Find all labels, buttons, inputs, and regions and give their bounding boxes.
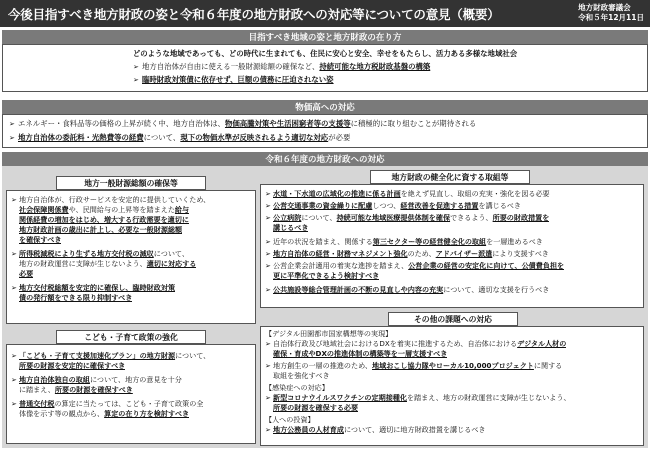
left-bottom-heading: こども・子育て政策の強化 <box>56 330 206 344</box>
right-bottom-heading: その他の課題への対応 <box>388 312 518 326</box>
section2-bullet1: ➢ エネルギー・食料品等の価格の上昇が続く中、地方自治体は、物価高騰対策や生活困窮者等の支援等に積極的に取り組むことが期待される <box>9 119 477 128</box>
section1-panel <box>2 44 648 92</box>
rt-line-4: 講じるべき <box>273 223 309 232</box>
section3-heading: 令和６年度の地方財政への対応 <box>2 152 648 166</box>
rb-group-3: 【人への投資】 <box>265 415 315 424</box>
arrow-bullet-icon: ➢ <box>265 340 271 348</box>
arrow-bullet-icon: ➢ <box>265 202 271 210</box>
arrow-bullet-icon: ➢ <box>265 362 271 370</box>
rb-line-6: 所要の財源を確保する必要 <box>273 403 359 412</box>
arrow-bullet-icon: ➢ <box>133 63 139 71</box>
arrow-bullet-icon: ➢ <box>265 262 271 270</box>
rt-line-3: ➢ 公立病院について、持続可能な地域医療提供体制を確保できるよう、所要の財政措置を <box>265 213 550 222</box>
lb-line-5: ➢ 普通交付税の算定に当たっては、こども・子育て政策の全 <box>11 399 204 408</box>
lt-line-4: 地方財政計画の歳出に計上し、必要な一般財源総額 <box>19 225 183 234</box>
issuer-block <box>578 3 644 23</box>
rb-line-5: ➢ 新型コロナウイルスワクチンの定期接種化を踏まえ、地方の財政運営に支障が生じないよう、 <box>265 393 571 402</box>
lb-line-3: ➢ 地方自治体独自の取組について、地方の意見を十分 <box>11 375 182 384</box>
arrow-bullet-icon: ➢ <box>9 120 15 128</box>
rb-line-1: ➢ 自治体行政及び地域社会におけるDXを着実に推進するため、自治体におけるデジタル人材の <box>265 339 567 348</box>
left-bottom-panel <box>6 344 256 444</box>
arrow-bullet-icon: ➢ <box>11 376 17 384</box>
lb-line-2: 所要の財源を安定的に確保すべき <box>19 361 126 370</box>
arrow-bullet-icon: ➢ <box>11 400 17 408</box>
lt-line-5: を確保すべき <box>19 235 62 244</box>
right-top-heading: 地方財政の健全化に資する取組等 <box>370 170 530 184</box>
section1-lead: どのような地域であっても、どの時代に生まれても、住民に安心と安全、幸せをもたらし、活力ある多様な地域社会 <box>132 49 518 58</box>
arrow-bullet-icon: ➢ <box>9 134 15 142</box>
section2-heading: 物価高への対応 <box>2 100 648 114</box>
arrow-bullet-icon: ➢ <box>265 250 271 258</box>
rb-group-1: 【デジタル田園都市国家構想等の実現】 <box>265 329 393 338</box>
arrow-bullet-icon: ➢ <box>265 190 271 198</box>
rt-line-1: ➢ 水道・下水道の広域化の推進に係る計画を絶えず見直し、取組の充実・強化を図る必要 <box>265 189 550 198</box>
section1-bullet1: ➢ 地方自治体が自由に使える一般財源総額の確保など、持続可能な地方税財政基盤の構築 <box>133 62 431 71</box>
lt-line-10: 債の発行額をできる限り抑制すべき <box>19 293 133 302</box>
rt-line-8: 更に平準化できるよう検討すべき <box>273 271 380 280</box>
right-bottom-panel <box>260 326 644 446</box>
left-top-heading: 地方一般財源総額の確保等 <box>56 176 206 190</box>
arrow-bullet-icon: ➢ <box>265 426 271 434</box>
left-top-panel <box>6 190 256 324</box>
rb-line-4: 取組を強化すべき <box>273 371 330 380</box>
rt-line-2: ➢ 公営交通事業の資金繰りに配慮しつつ、経営改善を促進する措置を講じるべき <box>265 201 521 210</box>
arrow-bullet-icon: ➢ <box>265 286 271 294</box>
rt-line-5: ➢ 近年の状況を踏まえ、関係する第三セクター等の経営健全化の取組を一層進めるべき <box>265 237 543 246</box>
rt-line-6: ➢ 地方自治体の経営・財務マネジメント強化のため、アドバイザー派遣により支援すべき <box>265 249 549 258</box>
arrow-bullet-icon: ➢ <box>265 238 271 246</box>
arrow-bullet-icon: ➢ <box>11 352 17 360</box>
section1-bullet2: ➢ 臨時財政対策債に依存せず、巨額の債務に圧迫されない姿 <box>133 75 334 84</box>
lb-line-1: ➢ 「こども・子育て支援加速化プラン」の地方財源について、 <box>11 351 211 360</box>
issuer-name: 地方財政審議会 <box>578 3 631 12</box>
lt-line-1: ➢ 地方自治体が、行政サービスを安定的に提供していくため、 <box>11 195 211 204</box>
rb-group-2: 【感染症への対応】 <box>265 383 329 392</box>
lb-line-4: に踏まえ、所要の財源を確保すべき <box>19 385 133 394</box>
arrow-bullet-icon: ➢ <box>133 76 139 84</box>
lb-line-6: 体像を示す等の観点から、算定の在り方を検討すべき <box>19 409 190 418</box>
title-bar <box>0 0 650 27</box>
lt-line-9: ➢ 地方交付税総額を安定的に確保し、臨時財政対策 <box>11 283 176 292</box>
arrow-bullet-icon: ➢ <box>265 214 271 222</box>
lt-line-7: 地方の財政運営に支障が生じないよう、適切に対応する <box>19 259 197 268</box>
lt-line-3: 関係経費の増加をはじめ、増大する行政需要を適切に <box>19 215 189 224</box>
issue-date: 令和５年12月11日 <box>578 13 644 22</box>
lt-line-8: 必要 <box>19 269 34 278</box>
section2-panel <box>2 114 648 148</box>
right-top-panel <box>260 184 644 308</box>
rt-line-7: ➢ 公営企業会計適用の着実な進捗を踏まえ、公営企業の経営の安定化に向けて、公債費負担を <box>265 261 565 270</box>
arrow-bullet-icon: ➢ <box>11 284 17 292</box>
rb-line-2: 確保・育成やDXの推進体制の構築等を一層支援すべき <box>273 349 448 358</box>
lt-line-6: ➢ 所得税減税により生ずる地方交付税の減収について、 <box>11 249 189 258</box>
rt-line-9: ➢ 公共施設等総合管理計画の不断の見直しや内容の充実について、適切な支援を行うべき <box>265 285 550 294</box>
page-title: 今後目指すべき地方財政の姿と令和６年度の地方財政への対応等についての意見（概要） <box>8 6 500 22</box>
arrow-bullet-icon: ➢ <box>11 250 17 258</box>
arrow-bullet-icon: ➢ <box>11 196 17 204</box>
lt-line-2: 社会保障関係費や、民間給与の上昇等を踏まえた給与 <box>19 205 190 214</box>
rb-line-7: ➢ 地方公務員の人材育成について、適切に地方財政措置を講じるべき <box>265 425 486 434</box>
rb-line-3: ➢ 地方創生の一層の推進のため、地域おこし協力隊やローカル10,000プロジェクトに関する <box>265 361 563 370</box>
section2-bullet2: ➢ 地方自治体の委託料・光熱費等の経費について、現下の物価水準が反映されるよう適切な対応が必要 <box>9 133 351 142</box>
arrow-bullet-icon: ➢ <box>265 394 271 402</box>
section1-heading: 目指すべき地域の姿と地方財政の在り方 <box>2 30 648 44</box>
